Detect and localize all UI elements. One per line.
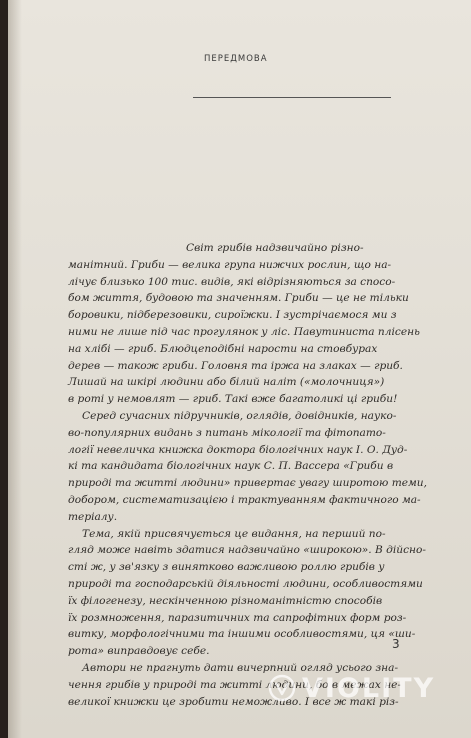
text-line: їх філогенезу, нескінченною різноманітністю способів xyxy=(68,594,383,607)
watermark xyxy=(268,668,435,708)
text-line: во-популярних видань з питань мікології та фітопато- xyxy=(68,426,386,439)
text-line: витку, морфологічними та іншими особливостями, ця «ши- xyxy=(68,628,416,641)
text-line: гляд може навіть здатися надзвичайно «широкою». В дійсно- xyxy=(68,544,426,557)
text-line: їх розмноження, паразитичних та сапрофітних форм роз- xyxy=(68,611,407,624)
text-line: Серед сучасних підручників, оглядів, довідників, науко- xyxy=(82,409,397,422)
text-line: сті ж, у зв'язку з винятково важливою роллю грибів у xyxy=(68,561,385,574)
text-line: чення грибів у природі та житті людини, бо в межах не- xyxy=(68,678,402,691)
book-page xyxy=(8,0,471,738)
page-title: ПЕРЕДМОВА xyxy=(204,54,268,64)
text-line: манітний. Гриби — велика група нижчих рослин, що на- xyxy=(68,258,392,271)
text-line: бом життя, будовою та значенням. Гриби — це не тільки xyxy=(68,292,409,305)
text-line: добором, систематизацією і трактуванням фактичного ма- xyxy=(68,493,421,506)
text-line: природі та господарській діяльності людини, особливостями xyxy=(68,577,423,590)
text-line: Тема, якій присвячується це видання, на перший по- xyxy=(82,527,386,540)
text-line: Світ грибів надзвичайно різно- xyxy=(186,242,364,254)
text-line: великої книжки це зробити неможливо. І все ж такі різ- xyxy=(68,695,399,708)
text-line: рота» виправдовує себе. xyxy=(68,645,210,658)
text-line: природі та житті людини» привертає увагу широтою теми, xyxy=(68,477,427,490)
text-line: логії невеличка книжка доктора біологічних наук І. О. Дуд- xyxy=(68,443,408,456)
text-line: кі та кандидата біологічних наук С. П. Вассера «Гриби в xyxy=(68,460,394,473)
text-line: Лишай на шкірі людини або білий наліт («молочниця») xyxy=(68,376,385,389)
title-rule xyxy=(193,97,391,98)
watermark-text: VIOLITY xyxy=(302,672,436,704)
page-number: 3 xyxy=(392,637,400,651)
text-line: на хлібі — гриб. Блюдцеподібні нарости на стовбурах xyxy=(68,342,378,355)
text-line: Автори не прагнуть дати вичерпний огляд усього зна- xyxy=(82,661,399,674)
text-line: лічує близько 100 тис. видів, які відрізняються за спосо- xyxy=(68,275,396,288)
text-line: дерев — також гриби. Головня та іржа на злаках — гриб. xyxy=(68,359,403,372)
text-line: теріалу. xyxy=(68,510,118,523)
text-line: боровики, підберезовики, сироїжки. І зустрічаємося ми з xyxy=(68,309,397,322)
text-line: ними не лише під час прогулянок у ліс. Павутиниста плісень xyxy=(68,325,420,338)
body-text xyxy=(68,240,427,710)
violity-logo-icon xyxy=(268,674,296,702)
text-line: в роті у немовлят — гриб. Такі вже багатоликі ці гриби! xyxy=(68,393,398,406)
